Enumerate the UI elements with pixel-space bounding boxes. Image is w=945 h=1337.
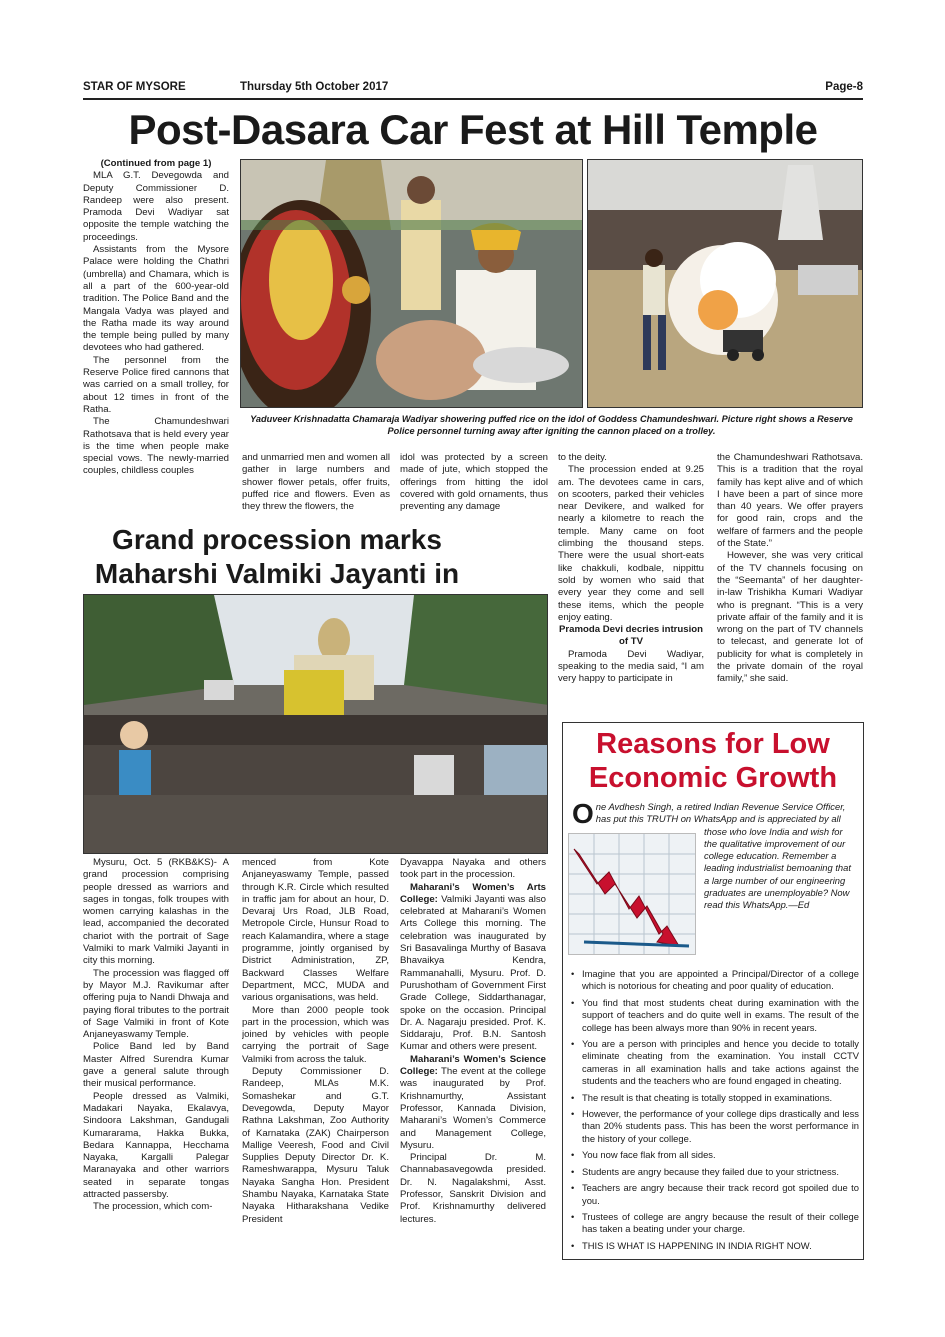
graph-wrap-spacer — [572, 840, 704, 968]
paragraph: Principal Dr. M. Channabasavegowda presided. Dr. N. Nagalakshmi, Asst. Professor, Sanskrit Division and Prof. Krishnamurthy delivered lectures. — [400, 1152, 546, 1225]
main-headline: Post-Dasara Car Fest at Hill Temple — [128, 106, 818, 153]
subhead: Maharani’s Women’s Science College: — [400, 1053, 546, 1078]
second-headline: Grand procession marks Maharshi Valmiki Jayanti in — [94, 524, 460, 589]
article1-column-5 — [717, 452, 863, 718]
paragraph: Pramoda Devi Wadiyar, speaking to the media said, “I am very happy to participate in — [558, 648, 704, 685]
procession-photo — [83, 594, 548, 854]
paragraph: However, she was very critical of the TV channels focusing on the “Seemanta” of her daughter-in-law Trishikha Kumari Wadiyar who is pregnant. “This is a very private affair of the family and it is wrong on the part of TV channels to telecast, and generate lot of publicity for what is completely in the private domain of the royal family,” she said. — [717, 550, 863, 685]
paper-name: STAR OF MYSORE — [83, 81, 186, 93]
list-item: • You are a person with principles and hence you decide to totally eliminate cheating from the examination. You install CCTV cameras in all examination halls and take actions against the students and the teachers who are found engaged in cheating. — [571, 1038, 859, 1088]
box-intro-text: ne Avdhesh Singh, a retired Indian Revenue Service Officer, has put this TRUTH on WhatsApp and is appreciated by all those who love India and wish for the qualitative improvement of our college education. Remember a leading industrialist bemoaning that a large number of our engineering graduates are unemployable? Now read this WhatsApp.—Ed — [595, 801, 851, 911]
list-item: • Trustees of college are angry because the result of their college has taken a beating under your charge. — [571, 1211, 859, 1236]
photo-caption: Yaduveer Krishnadatta Chamaraja Wadiyar showering puffed rice on the idol of Goddess Chamundeshwari. Picture right shows a Reserve Police personnel turning away after igniting the cannon placed on a trolley. — [250, 414, 853, 436]
list-item: • THIS IS WHAT IS HAPPENING IN INDIA RIGHT NOW. — [571, 1240, 859, 1252]
paragraph: menced from Kote Anjaneyaswamy Temple, passed through K.R. Circle which resulted in traffic jam for about an hour, D. Devaraj Urs Road, JLB Road, Metropole Circle, Hunsur Road to reach Kalamandira, where a stage programme, jointly organised by District Administration, ZP, Backward Classes Welfare Department, MCC, MUDA and various organisations, was held. — [242, 857, 389, 1004]
paragraph: The event at the college was inaugurated by Prof. Krishnamurthy, Assistant Professor, Kannada Division, Maharani’s Women’s Commerce and Management College, Mysuru. — [400, 1066, 546, 1151]
list-item: • Teachers are angry because their track record got spoiled due to you. — [571, 1182, 859, 1207]
subhead: Maharani’s Women’s Arts College: — [400, 881, 546, 905]
list-item: • You now face flak from all sides. — [571, 1149, 859, 1161]
paragraph: The procession was flagged off by Mayor M.J. Ravikumar after offering puja to Nandi Dhwaja and paying floral tributes to the portrait of Sage Valmiki in front of Kote Anjaneyaswamy Temple. — [83, 967, 229, 1041]
paragraph: The personnel from the Reserve Police fired cannons that was carried on a small trolley, for about 12 times in front of the Ratha. — [83, 354, 229, 415]
article1-column-1 — [83, 158, 229, 515]
list-item: • You find that most students cheat during examination with the support of teachers and do quite well in exams. The result of the college has been always more than 90% in recent years. — [571, 997, 859, 1034]
article2-column-3 — [400, 857, 546, 1267]
article2-column-1 — [83, 857, 229, 1267]
box-title — [563, 727, 863, 795]
article1-column-4 — [558, 452, 704, 718]
paragraph: Valmiki Jayanti was also celebrated at Maharani’s Women Arts College this morning. The celebration was inaugurated by Sri Basavalinga Murthy of Basava Bhavaikya Kendra, Rammanahalli, Mysuru. Prof. D. Purushotham of Government First Grade College, Siddarthanagar, spoke on the occasion. Principal Dr. A. Nagaraju presided. Prof. K. Siddaraju, Prof. B.N. Santosh Kumar and others were present. — [400, 893, 546, 1053]
paragraph: idol was protected by a screen made of jute, which stopped the offerings from hitting the idol covered with gold ornaments, thus preventing any damage — [400, 452, 548, 513]
paragraph: The procession ended at 9.25 am. The devotees came in cars, on scooters, parked their vehicles near Devikere, and walked for nearly a kilometre to reach the temple. Many came on foot climbing the thousand steps. There were the usual short-eats like chakkuli, kodbale, nippittu sold by women who said that every year they come and sell these items, which the people enjoy eating. — [558, 464, 704, 623]
subhead: Pramoda Devi decries intrusion of TV — [559, 624, 703, 648]
paragraph: MLA G.T. Devegowda and Deputy Commissioner D. Randeep were also present. Pramoda Devi Wadiyar sat opposite the temple watching the proceedings. — [83, 170, 229, 243]
article2-column-2 — [242, 857, 389, 1267]
cannon-photo — [587, 159, 863, 408]
paragraph: and unmarried men and women all gather in large numbers and shower flower petals, offer fruits, puffed rice and flowers. Even as they threw the flowers, the — [242, 452, 390, 513]
masthead — [83, 81, 863, 97]
continued-note: (Continued from page 1) — [100, 158, 212, 169]
paragraph: Deputy Commissioner D. Randeep, MLAs M.K. Somashekar and G.T. Devegowda, Deputy Mayor Rathna Lakshman, Zoo Authority of Karnataka (ZAK) Chairperson Mallige Veeresh, Food and Civil Supplies Deputy Director Dr. K. Rameshwarappa, Mysuru Taluk Nayaka Sangha Hon. President Shambu Nayaka, Karnataka State Nayaka Hitharakshana Vedike President — [242, 1066, 389, 1225]
article1-column-3 — [400, 452, 548, 516]
paragraph: People dressed as Valmiki, Madakari Nayaka, Ekalavya, Sindoora Lakshman, Gandugali Kumararama, Hakka Bukka, Bedara Kannappa, Hecchama Nayaka, Kargalli Palegar Maranayaka and other warriors seated in separate tongas attracted passersby. — [83, 1090, 229, 1201]
masthead-rule — [83, 98, 863, 100]
box-title-line-2: Economic Growth — [588, 762, 838, 794]
paragraph: Dyavappa Nayaka and others took part in the procession. — [400, 857, 546, 881]
paragraph: Mysuru, Oct. 5 (RKB&KS)- A grand procession comprising people dressed as warriors and sages in tongas, folk troupes with women carrying kalashas in the lead, accompanied the decorated chariot with the portrait of Sage Valmiki to mark Valmiki Jayanti in city this morning. — [83, 857, 229, 967]
list-item: • Students are angry because they failed due to your strictness. — [571, 1166, 859, 1178]
drop-cap: O — [572, 798, 594, 829]
opinion-box — [562, 722, 864, 1260]
cannon-photo-illustration — [588, 160, 863, 408]
idol-photo — [240, 159, 583, 408]
box-title-line-1: Reasons for Low — [596, 728, 830, 760]
list-item: • However, the performance of your college dips drastically and less than 20% students pass. This has been the worst performance in the history of your college. — [571, 1108, 859, 1145]
paragraph: Police Band led by Band Master Alfred Surendra Kumar gave a general salute through their musical performance. — [83, 1041, 229, 1090]
paragraph: The procession, which com- — [93, 1201, 213, 1213]
page-number: Page-8 — [825, 81, 863, 93]
paragraph: to the deity. — [558, 452, 607, 463]
list-item: • The result is that cheating is totally stopped in examinations. — [571, 1092, 859, 1104]
paragraph: Assistants from the Mysore Palace were holding the Chathri (umbrella) and Chamara, which is all a part of the 600-year-old tradition. The Police Band and the Mangala Vadya was played and the Ratha made its way around the temple being pulled by many devotees who had gathered. — [83, 244, 229, 354]
list-item: • Imagine that you are appointed a Principal/Director of a college which is notorious for cheating and poor quality of education. — [571, 968, 859, 993]
paragraph: the Chamundeshwari Rathotsava. This is a tradition that the royal family has kept alive and of which I have been a part of since more than 40 years. We offer prayers for good rain, crops and the welfare of farmers and the people of the State.” — [717, 452, 863, 550]
reasons-list — [571, 968, 859, 1256]
issue-date: Thursday 5th October 2017 — [240, 81, 389, 93]
paragraph: The Chamundeshwari Rathotsava that is held every year is the time when people make special vows. The newly-married couples, childless couples — [83, 416, 229, 477]
idol-photo-illustration — [241, 160, 583, 408]
article1-column-2 — [242, 452, 390, 516]
box-intro-top — [572, 798, 858, 968]
procession-photo-illustration — [84, 595, 548, 854]
paragraph: More than 2000 people took part in the procession, which was joined by vehicles with people carrying the portrait of Sage Valmiki from across the taluk. — [242, 1004, 389, 1065]
